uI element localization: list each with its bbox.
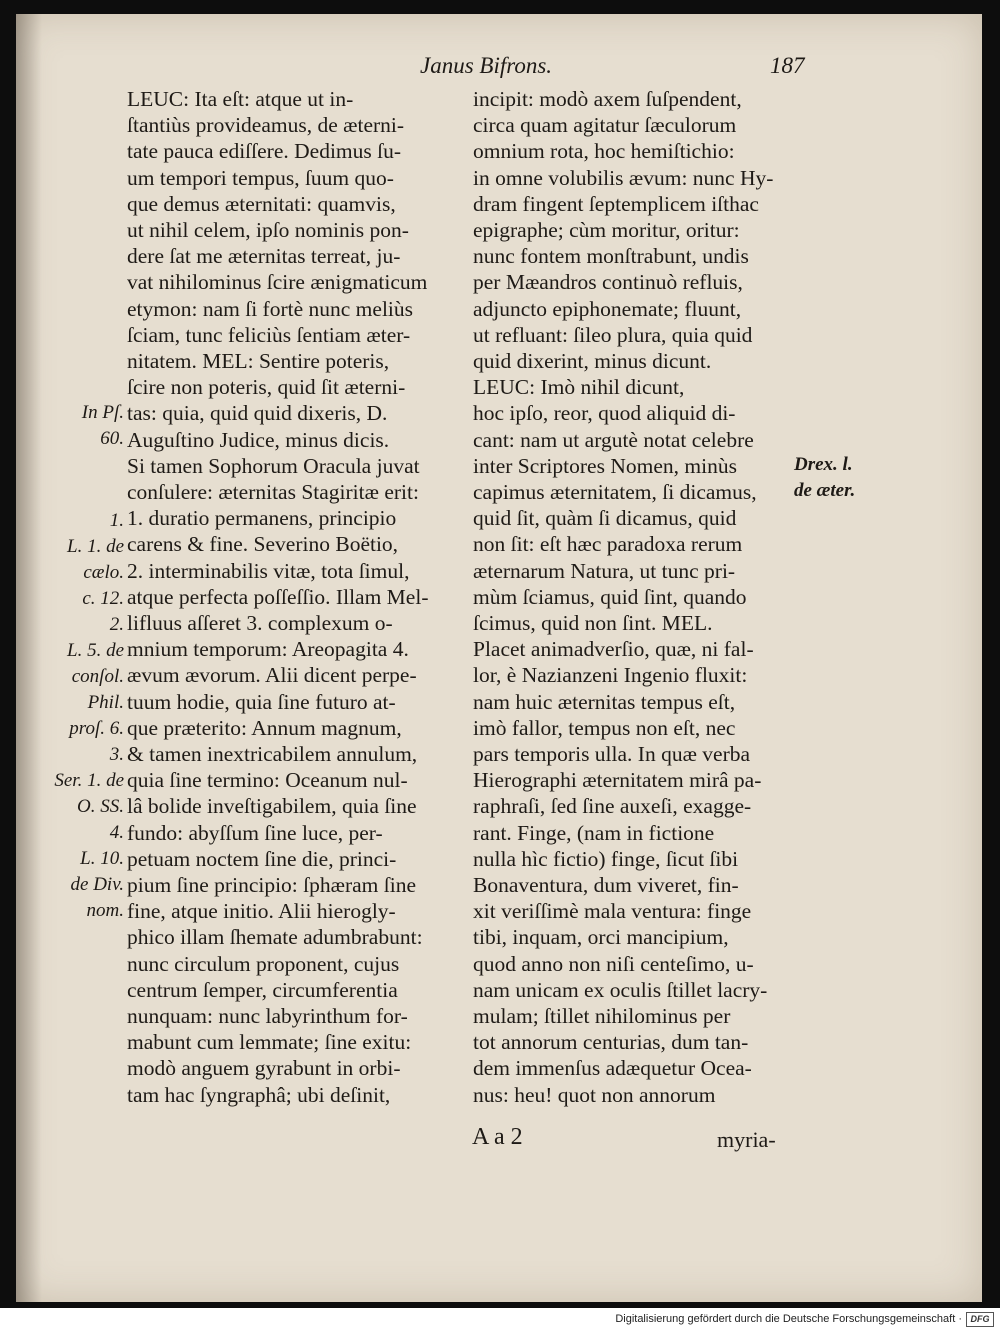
text-line: cant: nam ut argutè notat celebre bbox=[473, 427, 754, 452]
text-line: mnium temporum: Areopagita 4. bbox=[127, 637, 409, 662]
text-line: imò fallor, tempus non eſt, nec bbox=[473, 715, 736, 740]
text-line: quia ſine termino: Oceanum nul- bbox=[127, 768, 408, 793]
text-line: fine, atque initio. Alii hierogly- bbox=[127, 899, 396, 924]
text-line: ſciam, tunc feliciùs ſentiam æter- bbox=[127, 322, 411, 347]
signature-mark: A a 2 bbox=[472, 1124, 523, 1150]
text-line: quid dixerint, minus dicunt. bbox=[473, 349, 712, 373]
text-line: modò anguem gyrabunt in orbi- bbox=[127, 1056, 401, 1081]
marginal-note: Phil. bbox=[87, 692, 124, 713]
text-line: 2. interminabilis vitæ, tota ſimul, bbox=[127, 558, 410, 583]
marginal-note: L. 10. bbox=[80, 848, 124, 869]
marginal-note: proſ. 6. bbox=[69, 718, 124, 739]
text-line: circa quam agitatur ſæculorum bbox=[473, 113, 737, 138]
text-line: nus: heu! quot non annorum bbox=[473, 1082, 716, 1107]
text-line: dram fingent ſeptemplicem iſthac bbox=[473, 191, 759, 216]
text-line: etymon: nam ſi fortè nunc meliùs bbox=[127, 296, 414, 321]
dfg-logo-icon: DFG bbox=[966, 1312, 994, 1327]
text-line: nunquam: nunc labyrinthum for- bbox=[127, 1004, 408, 1028]
text-line: incipit: modò axem ſuſpendent, bbox=[473, 87, 742, 111]
text-line: LEUC: Imò nihil dicunt, bbox=[473, 375, 685, 400]
text-line: lor, è Nazianzeni Ingenio fluxit: bbox=[473, 663, 748, 688]
text-line: quid ſit, quàm ſi dicamus, quid bbox=[473, 506, 737, 531]
text-line: tot annorum centurias, dum tan- bbox=[473, 1030, 749, 1055]
text-line: Si tamen Sophorum Oracula juvat bbox=[127, 453, 420, 478]
text-line: petuam noctem ſine die, princi- bbox=[127, 846, 397, 871]
text-line: que demus æternitati: quamvis, bbox=[127, 191, 396, 216]
marginal-note: In Pſ. bbox=[81, 402, 124, 423]
text-line: atque perfecta poſſeſſio. Illam Mel- bbox=[127, 584, 429, 609]
marginal-note: 3. bbox=[109, 744, 124, 765]
text-line: dere ſat me æternitas terreat, ju- bbox=[127, 244, 401, 269]
spine-shadow bbox=[16, 14, 42, 1302]
text-line: inter Scriptores Nomen, minùs bbox=[473, 453, 737, 478]
text-line: Hierographi æternitatem mirâ pa- bbox=[473, 768, 762, 793]
text-line: phico illam ſhemate adumbrabunt: bbox=[127, 925, 423, 950]
marginal-note: L. 1. de bbox=[67, 536, 124, 557]
text-line: LEUC: Ita eſt: atque ut in- bbox=[127, 87, 354, 111]
text-line: mabunt cum lemmate; ſine exitu: bbox=[127, 1030, 412, 1055]
text-line: Bonaventura, dum viveret, fin- bbox=[473, 873, 739, 897]
text-line: æternarum Natura, ut tunc pri- bbox=[473, 558, 736, 583]
text-line: um tempori tempus, ſuum quo- bbox=[127, 165, 394, 190]
text-line: adjuncto epiphonemate; fluunt, bbox=[473, 296, 742, 321]
text-line: ſcire non poteris, quid ſit æterni- bbox=[127, 375, 406, 400]
text-line: vat nihilominus ſcire ænigmaticum bbox=[127, 270, 428, 295]
text-line: epigraphe; cùm moritur, oritur: bbox=[473, 218, 740, 242]
text-line: rant. Finge, (nam in fictione bbox=[473, 820, 715, 845]
text-line: Auguſtino Judice, minus dicis. bbox=[127, 427, 390, 452]
marginal-note: 4. bbox=[109, 822, 124, 843]
text-line: tibi, inquam, orci mancipium, bbox=[473, 925, 729, 950]
text-line: nam unicam ex oculis ſtillet lacry- bbox=[473, 977, 768, 1002]
text-line: ut refluant: ſileo plura, quia quid bbox=[473, 322, 753, 347]
text-line: fundo: abyſſum ſine luce, per- bbox=[127, 820, 383, 845]
text-line: lâ bolide inveſtigabilem, quia ſine bbox=[127, 794, 417, 819]
text-line: ævum ævorum. Alii dicent perpe- bbox=[127, 663, 417, 688]
marginal-note: L. 5. de bbox=[67, 640, 124, 661]
text-line: pars temporis ulla. In quæ verba bbox=[473, 742, 751, 766]
text-line: 1. duratio permanens, principio bbox=[127, 506, 397, 531]
text-line: capimus æternitatem, ſi dicamus, bbox=[473, 480, 757, 504]
text-line: Placet animadverſio, quæ, ni fal- bbox=[473, 637, 754, 662]
text-line: & tamen inextricabilem annulum, bbox=[127, 742, 418, 766]
text-line: mùm ſciamus, quid ſint, quando bbox=[473, 584, 747, 609]
text-line: nunc fontem monſtrabunt, undis bbox=[473, 244, 749, 269]
text-line: lifluus aſſeret 3. complexum o- bbox=[127, 611, 393, 635]
text-line: nam huic æternitas tempus eſt, bbox=[473, 689, 736, 714]
text-line: per Mæandros continuò refluis, bbox=[473, 270, 743, 295]
text-line: ſtantiùs provideamus, de æterni- bbox=[127, 113, 405, 138]
marginal-note: de Div. bbox=[70, 874, 124, 895]
text-line: pium ſine principio: ſphæram ſine bbox=[127, 873, 417, 897]
marginal-note: 60. bbox=[100, 428, 124, 449]
text-line: nitatem. MEL: Sentire poteris, bbox=[127, 349, 390, 373]
text-line: non ſit: eſt hæc paradoxa rerum bbox=[473, 532, 743, 557]
marginal-note: 2. bbox=[109, 614, 124, 635]
running-head-title: Janus Bifrons. bbox=[420, 53, 553, 78]
page-number: 187 bbox=[770, 53, 805, 78]
text-line: mulam; ſtillet nihilominus per bbox=[473, 1004, 731, 1028]
text-line: xit veriſſimè mala ventura: finge bbox=[473, 899, 752, 924]
text-line: hoc ipſo, reor, quod aliquid di- bbox=[473, 401, 736, 426]
marginal-note: cælo. bbox=[83, 562, 124, 583]
catchword: myria- bbox=[717, 1127, 776, 1152]
text-line: in omne volubilis ævum: nunc Hy- bbox=[473, 165, 774, 190]
text-line: raphraſi, ſed ſine auxeſi, exagge- bbox=[473, 794, 752, 819]
text-line: tate pauca ediſſere. Dedimus ſu- bbox=[127, 139, 402, 164]
digitization-credit: Digitalisierung gefördert durch die Deutsche Forschungsgemeinschaft · bbox=[615, 1313, 962, 1325]
text-line: tas: quia, quid quid dixeris, D. bbox=[127, 401, 388, 426]
text-line: nulla hìc fictio) finge, ſicut ſibi bbox=[473, 846, 739, 871]
marginal-note: nom. bbox=[86, 900, 124, 921]
marginal-note: conſol. bbox=[71, 666, 124, 687]
text-line: carens & fine. Severino Boëtio, bbox=[127, 532, 399, 557]
text-line: centrum ſemper, circumferentia bbox=[127, 977, 398, 1002]
text-line: conſulere: æternitas Stagiritæ erit: bbox=[127, 480, 419, 504]
marginal-note: Drex. l. bbox=[794, 454, 853, 475]
text-line: ut nihil celem, ipſo nominis pon- bbox=[127, 218, 409, 242]
marginal-note: O. SS. bbox=[77, 796, 124, 817]
text-line: dem immenſus adæquetur Ocea- bbox=[473, 1056, 752, 1081]
text-line: tam hac ſyngraphâ; ubi deſinit, bbox=[127, 1082, 391, 1107]
marginal-note: 1. bbox=[109, 510, 124, 531]
text-line: nunc circulum proponent, cujus bbox=[127, 951, 400, 976]
text-line: tuum hodie, quia ſine futuro at- bbox=[127, 689, 396, 714]
marginal-note: c. 12. bbox=[82, 588, 124, 609]
marginal-note: de æter. bbox=[794, 480, 856, 501]
marginal-note: Ser. 1. de bbox=[54, 770, 124, 791]
text-line: quod anno non niſi centeſimo, u- bbox=[473, 951, 754, 976]
text-line: omnium rota, hoc hemiſtichio: bbox=[473, 139, 735, 164]
text-line: que præterito: Annum magnum, bbox=[127, 715, 402, 740]
text-line: ſcimus, quid non ſint. MEL. bbox=[473, 611, 713, 635]
